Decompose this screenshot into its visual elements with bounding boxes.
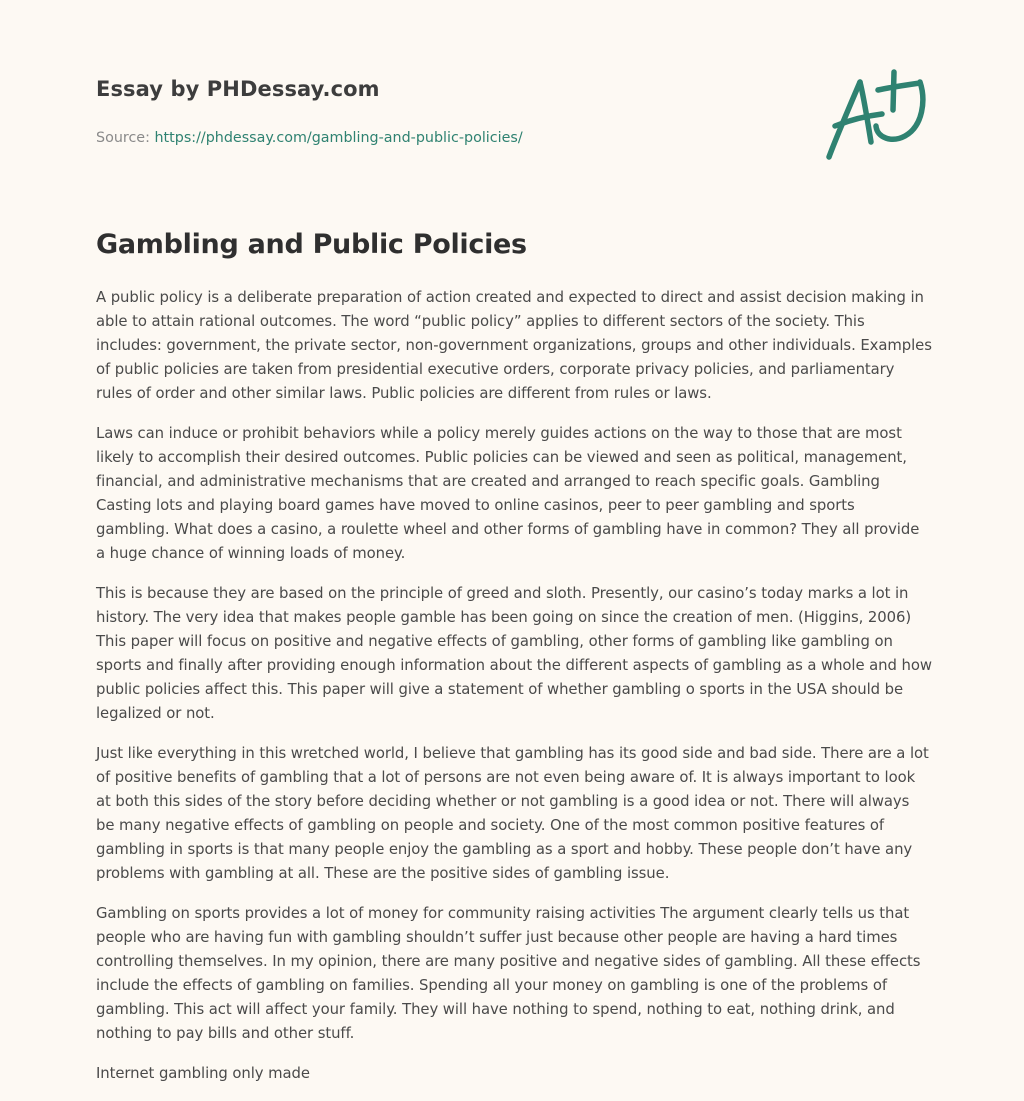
site-brand: Essay by PHDessay.com — [96, 77, 380, 101]
essay-paragraph: Laws can induce or prohibit behaviors while a policy merely guides actions on the way to those that are most likely to accomplish their desired outcomes. Public policies can be viewed and seen as political, management, financial, and administrative mechanisms that are created and arranged to reach specific goals. Gambling Casting lots and playing board games have moved to online casinos, peer to peer gambling and sports gambling. What does a casino, a roulette wheel and other forms of gambling have in common? They all provide a huge chance of winning loads of money. — [96, 424, 920, 562]
essay-paragraph: Gambling on sports provides a lot of money for community raising activities The argument clearly tells us that people who are having fun with gambling shouldn’t suffer just because other people are having a hard times controlling themselves. In my opinion, there are many positive and negative sides of gambling. All these effects include the effects of gambling on families. Spending all your money on gambling is one of the problems of gambling. This act will affect your family. They will have nothing to spend, nothing to eat, nothing drink, and nothing to pay bills and other stuff. — [96, 904, 921, 1042]
essay-paragraph: A public policy is a deliberate preparation of action created and expected to direct and assist decision making in able to attain rational outcomes. The word “public policy” applies to different sectors of the society. This includes: government, the private sector, non-government organizations, groups and other individuals. Examples of public policies are taken from presidential executive orders, corporate privacy policies, and parliamentary rules of order and other similar laws. Public policies are different from rules or laws. — [96, 288, 932, 402]
essay-title: Gambling and Public Policies — [96, 229, 527, 260]
a-plus-logo — [820, 68, 930, 166]
essay-paragraph-truncated: Internet gambling only made — [96, 1064, 310, 1082]
source-label: Source: — [96, 130, 155, 146]
source-line — [96, 128, 656, 148]
essay-paragraph: This is because they are based on the principle of greed and sloth. Presently, our casino’s today marks a lot in history. The very idea that makes people gamble has been going on since the creation of men. (Higgins, 2006) This paper will focus on positive and negative effects of gambling, other forms of gambling like gambling on sports and finally after providing enough information about the different aspects of gambling as a whole and how public policies affect this. This paper will give a statement of whether gambling o sports in the USA should be legalized or not. — [96, 584, 932, 722]
page-header — [96, 72, 656, 148]
essay-body — [96, 285, 932, 1101]
a-plus-logo-graphic — [820, 68, 930, 166]
source-link[interactable]: https://phdessay.com/gambling-and-public-policies/ — [154, 130, 523, 146]
essay-paragraph: Just like everything in this wretched world, I believe that gambling has its good side and bad side. There are a lot of positive benefits of gambling that a lot of persons are not even being aware of. It is always important to look at both this sides of the story before deciding whether or not gambling is a good idea or not. There will always be many negative effects of gambling on people and society. One of the most common positive features of gambling in sports is that many people enjoy the gambling as a sport and hobby. These people don’t have any problems with gambling at all. These are the positive sides of gambling issue. — [96, 744, 929, 882]
